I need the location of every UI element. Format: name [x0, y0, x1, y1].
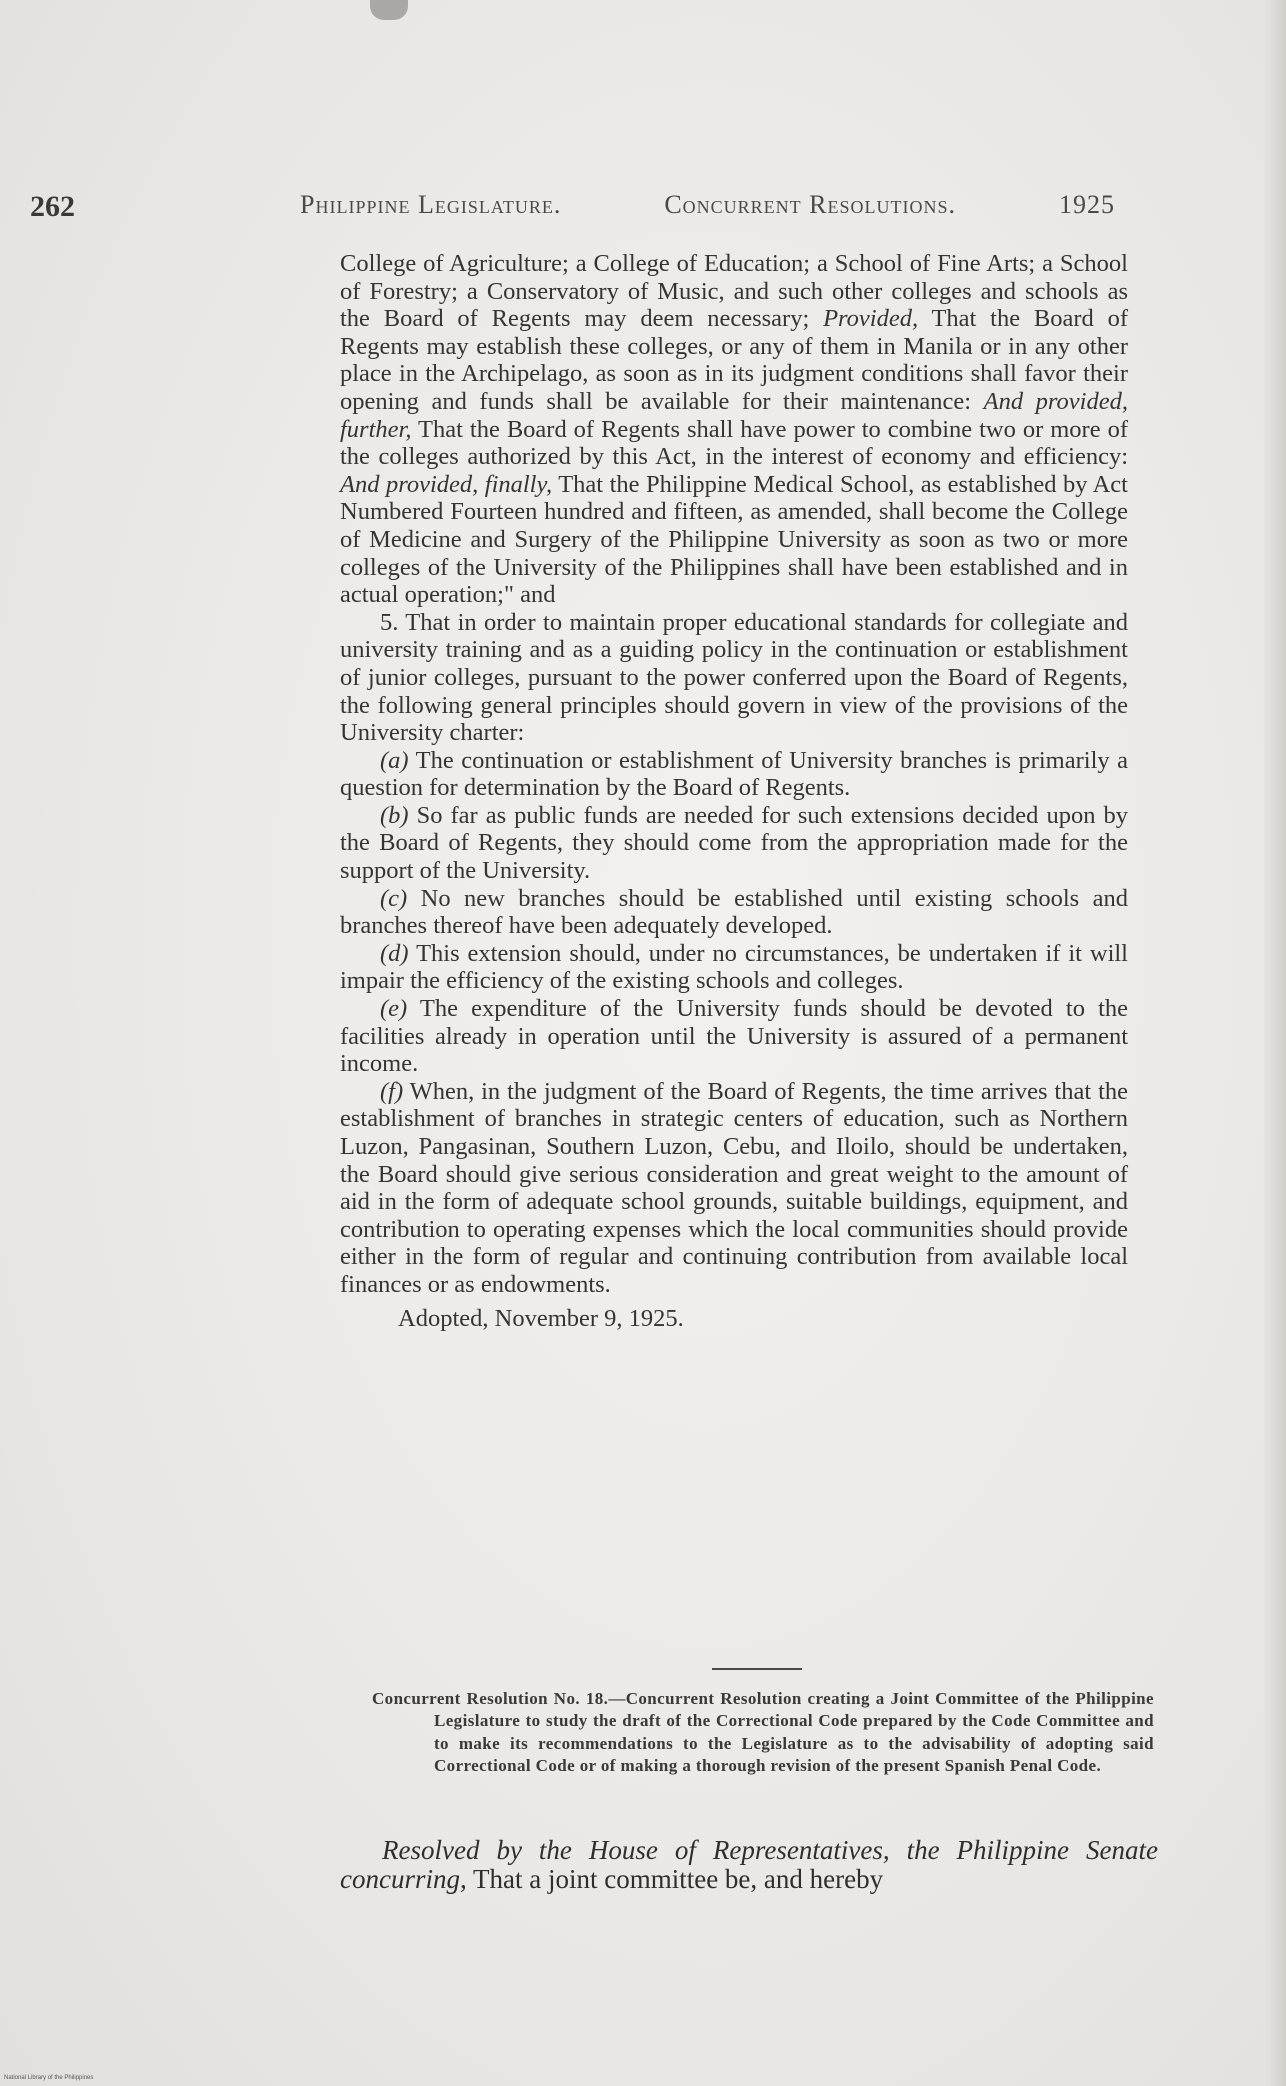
resolution-heading [372, 1688, 1154, 1777]
running-head-section: Concurrent Resolutions. [664, 190, 956, 219]
principle-b [340, 802, 1128, 885]
principle-label: (f) [380, 1077, 404, 1105]
text-span: That the Philippine Medical School, as established by Act Numbered Fourteen hundred and fifteen, as amended, shall become the College of Medicine and Surgery of the Philippine University as soon as two or more colleges of the University of the Philippines shall have been established and in actual operation;" and [340, 470, 1128, 609]
library-stamp: National Library of the Philippines [4, 2075, 94, 2081]
resolved-italic: Resolved by the House of Representatives, the Philippine Senate concurring, [340, 1835, 1158, 1894]
section-divider [712, 1668, 802, 1670]
principle-c [340, 885, 1128, 940]
text-span: That the Board of Regents shall have power to combine two or more of the colleges authorized by this Act, in the interest of economy and efficiency: [340, 415, 1128, 471]
running-head-year: 1925 [1058, 190, 1115, 219]
page-number: 262 [30, 190, 75, 223]
resolved-text: That a joint committee be, and hereby [473, 1864, 884, 1894]
principle-f [340, 1078, 1128, 1299]
adopted-date: Adopted, November 9, 1925. [398, 1304, 684, 1332]
principle-text: When, in the judgment of the Board of Regents, the time arrives that the establishment of branches in strategic centers of education, such as Northern Luzon, Pangasinan, Southern Luzon, Cebu, and Iloilo, should be undertaken, the Board should give serious consideration and great weight to the amount of aid in the form of adequate school grounds, suitable buildings, equipment, and contribution to operating expenses which the local communities should provide either in the form of regular and continuing contribution from available local finances or as endowments. [340, 1077, 1128, 1298]
principle-a [340, 747, 1128, 802]
principle-label: (e) [380, 995, 408, 1023]
resolved-clause [340, 1836, 1158, 1894]
principle-text: The expenditure of the University funds should be devoted to the facilities already in operation until the University is assured of a permanent income. [340, 995, 1128, 1078]
running-head [300, 190, 1115, 220]
body-text [340, 250, 1128, 1332]
principle-label: (a) [380, 746, 409, 774]
italic-span: And provided, further, [340, 387, 1128, 443]
binding-mark [370, 0, 408, 20]
running-head-title: Philippine Legislature. [300, 190, 562, 219]
page-edge-shadow [1264, 0, 1286, 2086]
principle-label: (d) [380, 939, 409, 967]
italic-span: Provided, [823, 305, 919, 333]
principle-label: (c) [380, 884, 408, 912]
principle-text: The continuation or establishment of University branches is primarily a question for determination by the Board of Regents. [340, 746, 1128, 802]
principle-text: So far as public funds are needed for such extensions decided upon by the Board of Regents, they should come from the appropriation made for the support of the University. [340, 801, 1128, 885]
principle-d [340, 940, 1128, 995]
text-span: College of Agriculture; a College of Education; a School of Fine Arts; a School of Forestry; a Conservatory of Music, and such other colleges and schools as the Board of Regents may deem necessary; [340, 250, 1128, 333]
italic-span: And provided, finally, [340, 470, 553, 498]
principle-e [340, 995, 1128, 1078]
resolution-heading-text: Concurrent Resolution No. 18.—Concurrent Resolution creating a Joint Committee of the Philippine Legislature to study the draft of the Correctional Code prepared by the Code Committee and to make its recommendations to the Legislature as to the advisability of adopting said Correctional Code or of making a thorough revision of the present Spanish Penal Code. [372, 1689, 1154, 1775]
text-span: That the Board of Regents may establish these colleges, or any of them in Manila or in any other place in the Archipelago, as soon as in its judgment conditions shall favor their opening and funds shall be available for their maintenance: [340, 305, 1128, 415]
principle-label: (b) [380, 801, 409, 829]
principle-text: No new branches should be established until existing schools and branches thereof have been adequately developed. [340, 884, 1129, 940]
paragraph-continuation [340, 250, 1128, 609]
paragraph-5: 5. That in order to maintain proper educational standards for collegiate and university training and as a guiding policy in the continuation or establishment of junior colleges, pursuant to the power conferred upon the Board of Regents, the following general principles should govern in view of the provisions of the University charter: [340, 608, 1128, 747]
principle-text: This extension should, under no circumstances, be undertaken if it will impair the efficiency of the existing schools and colleges. [340, 939, 1128, 995]
